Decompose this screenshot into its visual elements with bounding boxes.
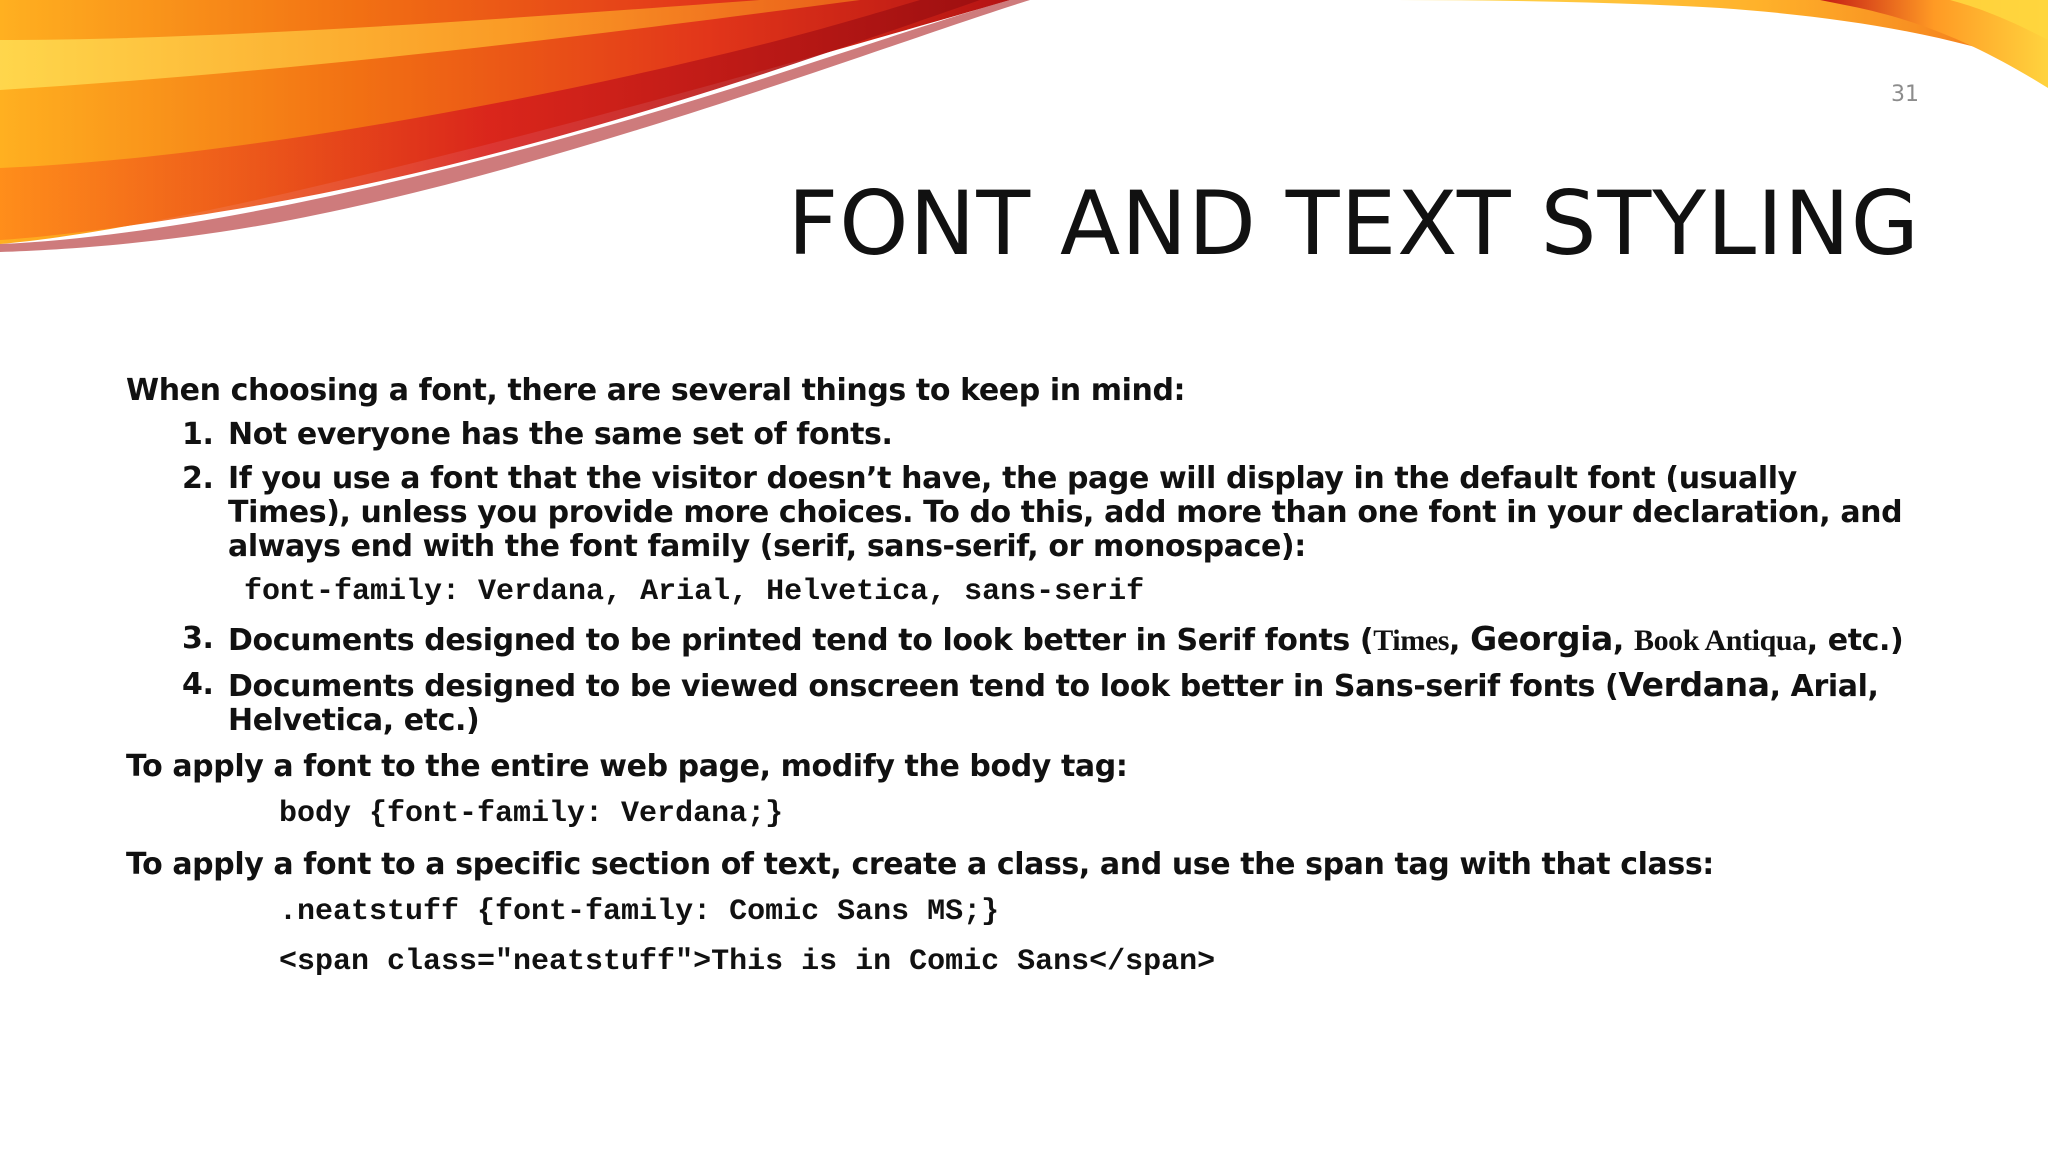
class-intro-text: To apply a font to a specific section of text, create a class, and use the span tag with that class:: [126, 847, 1714, 882]
list-item-text: If you use a font that the visitor doesn’t have, the page will display in the default font (usually Times), unless you provide more choices. To do this, add more than one font in your declaration, and always end with the font family (serif, sans-serif, or monospace):: [228, 461, 1903, 564]
intro-text: When choosing a font, there are several things to keep in mind:: [126, 373, 1186, 408]
list-item: [126, 418, 1926, 452]
code-font-family-example: font-family: Verdana, Arial, Helvetica, sans-serif: [244, 575, 1145, 609]
list-number: 1.: [182, 417, 214, 452]
list-item-text: Not everyone has the same set of fonts.: [228, 417, 893, 452]
list-item-text: Documents designed to be viewed onscreen tend to look better in Sans-serif fonts (: [228, 669, 1619, 704]
list-number: 3.: [182, 621, 214, 656]
font-sample-times: Times: [1373, 624, 1450, 657]
list-item-suffix: , Arial, Helvetica, etc.): [228, 669, 1879, 738]
list-number: 2.: [182, 461, 214, 496]
list-number: 4.: [182, 667, 214, 702]
separator: ,: [1612, 623, 1634, 658]
slide-content: [126, 372, 1926, 994]
code-span-example: <span class="neatstuff">This is in Comic Sans</span>: [279, 945, 1216, 979]
list-item: [126, 619, 1926, 658]
code-body-example: body {font-family: Verdana;}: [279, 797, 784, 831]
body-intro-text: To apply a font to the entire web page, modify the body tag:: [126, 749, 1128, 784]
font-sample-georgia: Georgia: [1470, 619, 1613, 658]
code-class-example: .neatstuff {font-family: Comic Sans MS;}: [279, 895, 1000, 929]
separator: ,: [1449, 623, 1471, 658]
tips-list: [126, 418, 1926, 738]
slide-number: 31: [1891, 82, 1919, 107]
list-item-suffix: , etc.): [1806, 623, 1904, 658]
font-sample-book-antiqua: Book Antiqua: [1633, 624, 1807, 657]
font-sample-verdana: Verdana: [1618, 665, 1770, 704]
slide-title: FONT AND TEXT STYLING: [787, 172, 1920, 275]
list-item: [126, 462, 1926, 564]
list-item: [126, 665, 1926, 738]
list-item-text: Documents designed to be printed tend to look better in Serif fonts (: [228, 623, 1374, 658]
